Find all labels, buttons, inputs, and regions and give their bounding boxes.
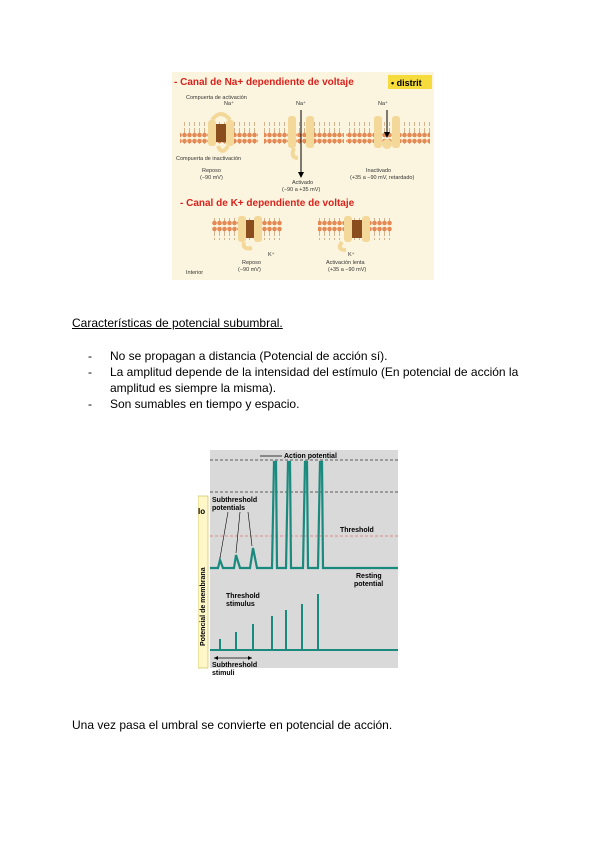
action-potential-label: Action potential [284, 453, 337, 460]
threshold-stimulus-label-1: Threshold [226, 593, 260, 600]
na-channel-title: - Canal de Na+ dependiente de voltaje [174, 77, 354, 88]
potential-figure [198, 440, 402, 676]
na-inactivated-voltage: (+35 a −90 mV, retardado) [350, 175, 415, 181]
subthreshold-potentials-label-2: potentials [212, 505, 246, 512]
characteristics-list [88, 348, 538, 412]
k-channel-rest [238, 216, 262, 248]
k-slow-voltage: (+35 a −90 mV) [328, 267, 367, 273]
na-activated-label: Activado [292, 180, 314, 186]
na-activated-voltage: (−90 a +35 mV) [282, 187, 321, 193]
na-rest-label: Reposo [202, 168, 221, 174]
interior-label: Interior [186, 270, 204, 276]
bullet-dash: - [88, 397, 92, 411]
na-channel-activated [288, 110, 314, 178]
na-ion-2: Na⁺ [296, 101, 306, 107]
potential-diagram [198, 440, 402, 676]
na-ion-3: Na⁺ [378, 101, 388, 107]
ion-channels-diagram [172, 72, 434, 280]
k-slow-label: Activación lenta [326, 260, 365, 266]
list-item-text: Son sumables en tiempo y espacio. [110, 397, 300, 411]
na-ion-1: Na⁺ [224, 101, 234, 107]
bullet-dash: - [88, 365, 92, 379]
na-inactivated-label: Inactivado [366, 168, 392, 174]
y-axis-label: Potencial de membrana [200, 567, 207, 646]
membrane-na-activated [264, 122, 344, 144]
subthreshold-stimuli-label-2: stimuli [212, 670, 235, 676]
subthreshold-potentials-label-1: Subthreshold [212, 497, 258, 504]
section-title: Características de potencial subumbral. [72, 316, 283, 330]
conclusion-text: Una vez pasa el umbral se convierte en potencial de acción. [72, 718, 393, 732]
gate-activation-label: Compuerta de activación [186, 95, 247, 101]
k-rest-voltage: (−90 mV) [238, 267, 261, 273]
subthreshold-stimuli-label-1: Subthreshold [212, 662, 258, 669]
list-item-text: No se propagan a distancia (Potencial de acción sí). [110, 349, 388, 363]
threshold-label: Threshold [340, 527, 374, 534]
k-ion-2: K⁺ [348, 252, 355, 258]
ion-channels-figure [172, 72, 434, 280]
bullet-dash: - [88, 349, 92, 363]
threshold-stimulus-label-2: stimulus [226, 601, 255, 608]
gate-inactivation-label: Compuerta de inactivación [176, 156, 242, 162]
na-rest-voltage: (−90 mV) [200, 175, 223, 181]
resting-label-2: potential [354, 581, 384, 588]
list-item [88, 348, 538, 364]
na-channel-rest [208, 114, 234, 151]
k-channel-slow [340, 216, 370, 250]
cut-label: lo [198, 507, 206, 516]
k-rest-label: Reposo [242, 260, 261, 266]
k-ion-1: K⁺ [268, 252, 275, 258]
list-item [88, 364, 538, 396]
distrib-label: • distrit [391, 78, 422, 88]
na-channel-inactivated [374, 110, 400, 149]
list-item [88, 396, 538, 412]
list-item-text: La amplitud depende de la intensidad del estímulo (En potencial de acción la amplitud es siempre la misma). [110, 365, 519, 395]
resting-label-1: Resting [356, 573, 382, 580]
k-channel-title: - Canal de K+ dependiente de voltaje [180, 198, 355, 209]
